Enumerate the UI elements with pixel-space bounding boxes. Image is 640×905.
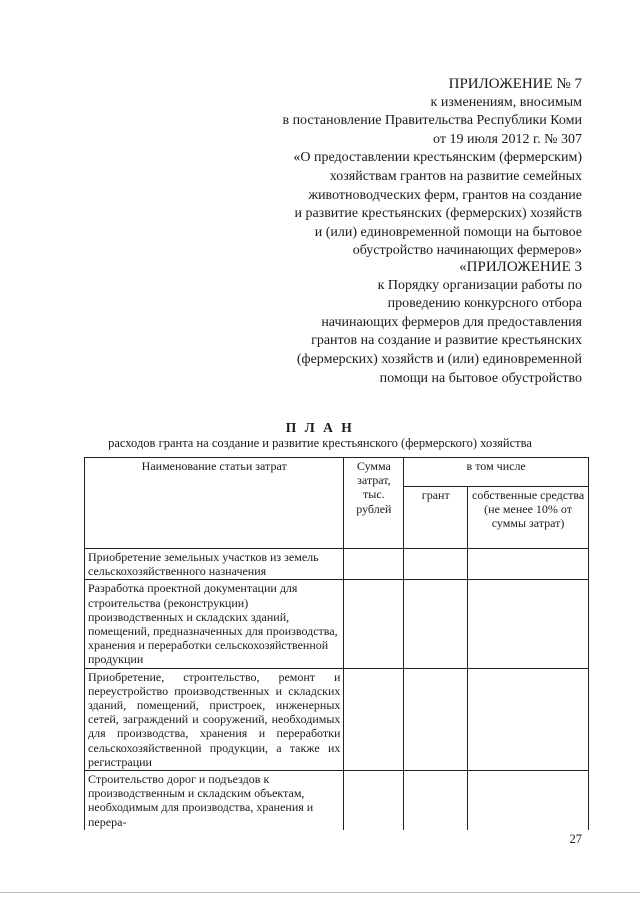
- row-sum-cell: [344, 549, 404, 580]
- plan-title: П Л А Н: [285, 420, 355, 435]
- header-line: (фермерских) хозяйств и (или) единовременной: [296, 351, 582, 367]
- row-own-cell: [468, 771, 589, 830]
- header-line: начинающих фермеров для предоставления: [321, 314, 582, 330]
- table-row: [85, 549, 589, 580]
- header-line: «ПРИЛОЖЕНИЕ 3: [459, 259, 582, 275]
- table-row: [85, 668, 589, 770]
- header-line: проведению конкурсного отбора: [387, 296, 582, 312]
- header-name-cell: Наименование статьи затрат: [85, 458, 344, 549]
- plan-subtitle: расходов гранта на создание и развитие крестьянского (фермерского) хозяйства: [108, 436, 532, 450]
- row-name-cell: Разработка проектной документации для строительства (реконструкции) производственных и складских зданий, помещений, предназначенных для производства, хранения и переработки сельскохозяйственной продукции: [85, 580, 344, 668]
- header-line: к Порядку организации работы по: [377, 277, 582, 293]
- row-grant-cell: [404, 771, 468, 830]
- table-header-row: [85, 458, 589, 487]
- row-own-cell: [468, 580, 589, 668]
- header-line: «О предоставлении крестьянским (фермерским): [293, 150, 582, 166]
- header-own-funds-cell: собственные средства (не менее 10% от суммы затрат): [468, 487, 589, 549]
- row-name-cell: Приобретение, строительство, ремонт и переустройство производственных и складских зданий, помещений, пристроек, инженерных сетей, заграждений и сооружений, необходимых для производства, хранения и переработки сельскохозяйственной продукции, а также их регистрации: [85, 668, 344, 770]
- header-including-cell: в том числе: [404, 458, 589, 487]
- table-row: [85, 580, 589, 668]
- header-sum-cell: Сумма затрат, тыс. рублей: [344, 458, 404, 549]
- scan-edge-divider: [0, 892, 640, 893]
- row-own-cell: [468, 668, 589, 770]
- row-name-cell: Приобретение земельных участков из земель сельскохозяйственного назначения: [85, 549, 344, 580]
- header-line: и (или) единовременной помощи на бытовое: [314, 224, 582, 240]
- row-grant-cell: [404, 668, 468, 770]
- header-line: помощи на бытовое обустройство: [379, 370, 582, 386]
- header-line: хозяйствам грантов на развитие семейных: [329, 168, 582, 184]
- table-row: [85, 771, 589, 830]
- page-number: 27: [569, 832, 582, 846]
- header-line: в постановление Правительства Республики Коми: [282, 113, 582, 129]
- appendix-3-header: [297, 258, 582, 388]
- row-grant-cell: [404, 580, 468, 668]
- row-sum-cell: [344, 580, 404, 668]
- header-line: ПРИЛОЖЕНИЕ № 7: [448, 76, 582, 92]
- header-line: к изменениям, вносимым: [430, 94, 582, 110]
- row-sum-cell: [344, 771, 404, 830]
- expense-plan-table: [84, 457, 589, 830]
- header-grant-cell: грант: [404, 487, 468, 549]
- header-line: и развитие крестьянских (фермерских) хозяйств: [294, 206, 582, 222]
- row-sum-cell: [344, 668, 404, 770]
- header-line: грантов на создание и развитие крестьянских: [311, 333, 582, 349]
- appendix-7-header: [282, 75, 582, 261]
- header-line: обустройство начинающих фермеров»: [352, 243, 582, 259]
- header-line: от 19 июля 2012 г. № 307: [433, 131, 582, 147]
- header-line: животноводческих ферм, грантов на создание: [308, 187, 582, 203]
- row-grant-cell: [404, 549, 468, 580]
- row-name-cell: Строительство дорог и подъездов к производственным и складским объектам, необходимым для производства, хранения и перера-: [85, 771, 344, 830]
- row-own-cell: [468, 549, 589, 580]
